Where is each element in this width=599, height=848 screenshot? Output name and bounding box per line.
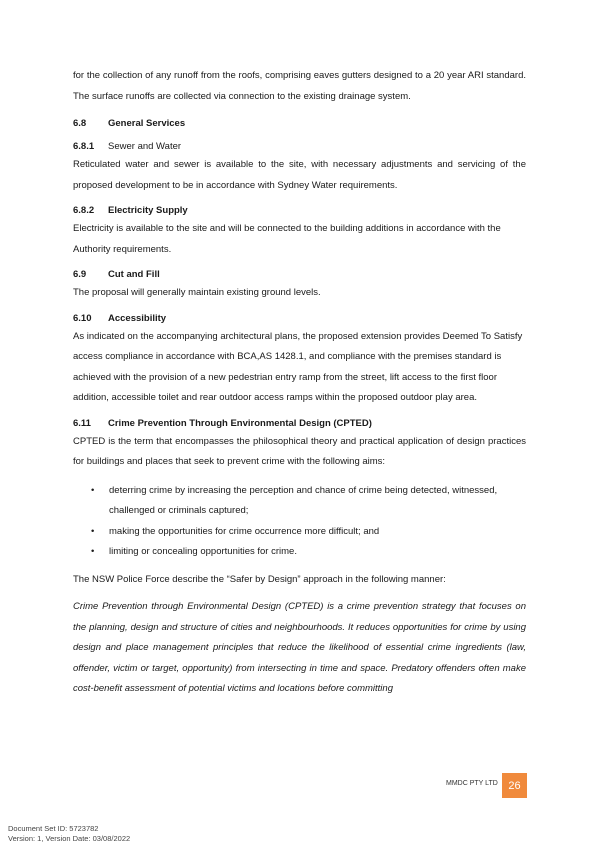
accessibility-paragraph: As indicated on the accompanying architectural plans, the proposed extension provides Deemed To Satisfy access compliance in accordance with BCA,AS 1428.1, and compliance with the premises standard is achieved with the provision of a new pedestrian entry ramp from the street, lift access to the first floor addition, accessible toilet and rear outdoor access ramps within the proposed outdoor play area. — [73, 330, 523, 403]
section-number: 6.11 — [73, 417, 91, 429]
document-info — [8, 824, 130, 844]
list-item-text: limiting or concealing opportunities for crime. — [109, 546, 297, 557]
section-number: 6.8 — [73, 118, 87, 129]
section-number: 6.9 — [73, 269, 87, 280]
cpted-paragraph: CPTED is the term that encompasses the philosophical theory and practical application of design practices for buildings and places that seek to prevent crime with the following aims: — [73, 435, 526, 467]
section-number: 6.8.2 — [73, 205, 95, 216]
section-title: Electricity Supply — [108, 205, 188, 216]
document-set-id: Document Set ID: 5723782 — [8, 824, 99, 833]
section-title: Crime Prevention Through Environmental Design (CPTED) — [108, 417, 372, 429]
sewer-water-paragraph: Reticulated water and sewer is available to the site, with necessary adjustments and servicing of the proposed development to be in accordance with Sydney Water requirements. — [73, 159, 526, 191]
cpted-quote: Crime Prevention through Environmental Design (CPTED) is a crime prevention strategy that focuses on the planning, design and structure of cities and neighbourhoods. It reduces opportunities for crime by using design and place management principles that reduce the likelihood of essential crime ingredients (law, offender, victim or target, opportunity) from intersecting in time and space. Predatory offenders often make cost-benefit assessment of potential victims and locations before committing — [73, 601, 526, 694]
footer-company: MMDC PTY LTD — [446, 780, 498, 787]
electricity-paragraph: Electricity is available to the site and will be connected to the building additions in accordance with the Authority requirements. — [73, 223, 501, 255]
section-title: Cut and Fill — [108, 269, 160, 280]
section-heading-6-11 — [73, 416, 526, 432]
cut-fill-paragraph: The proposal will generally maintain existing ground levels. — [73, 287, 321, 298]
section-title: Sewer and Water — [108, 141, 182, 152]
bullet-icon: • — [91, 525, 95, 537]
section-heading-6-9 — [73, 267, 526, 283]
section-title: Accessibility — [108, 312, 167, 324]
list-item — [73, 522, 526, 543]
bullet-icon: • — [91, 546, 95, 557]
version-info: Version: 1, Version Date: 03/08/2022 — [8, 834, 131, 843]
police-paragraph: The NSW Police Force describe the “Safer by Design” approach in the following manner: — [73, 573, 446, 585]
section-title: General Services — [108, 118, 186, 129]
list-item — [73, 481, 526, 522]
section-heading-6-8-2 — [73, 203, 526, 219]
page-number: 26 — [502, 773, 527, 798]
section-heading-6-8 — [73, 116, 526, 132]
section-number: 6.8.1 — [73, 141, 95, 152]
section-heading-6-10 — [73, 311, 526, 327]
bullet-icon: • — [91, 484, 95, 496]
list-item-text: deterring crime by increasing the perception and chance of crime being detected, witnessed, challenged or criminals captured; — [109, 484, 498, 516]
section-number: 6.10 — [73, 312, 92, 324]
document-body — [73, 66, 526, 700]
intro-paragraph: for the collection of any runoff from the roofs, comprising eaves gutters designed to a 20 year ARI standard. The surface runoffs are collected via connection to the existing drainage system. — [73, 70, 526, 102]
list-item-text: making the opportunities for crime occurrence more difficult; and — [109, 525, 380, 537]
list-item — [73, 542, 526, 563]
section-heading-6-8-1 — [73, 139, 526, 155]
cpted-aims-list — [73, 481, 526, 563]
